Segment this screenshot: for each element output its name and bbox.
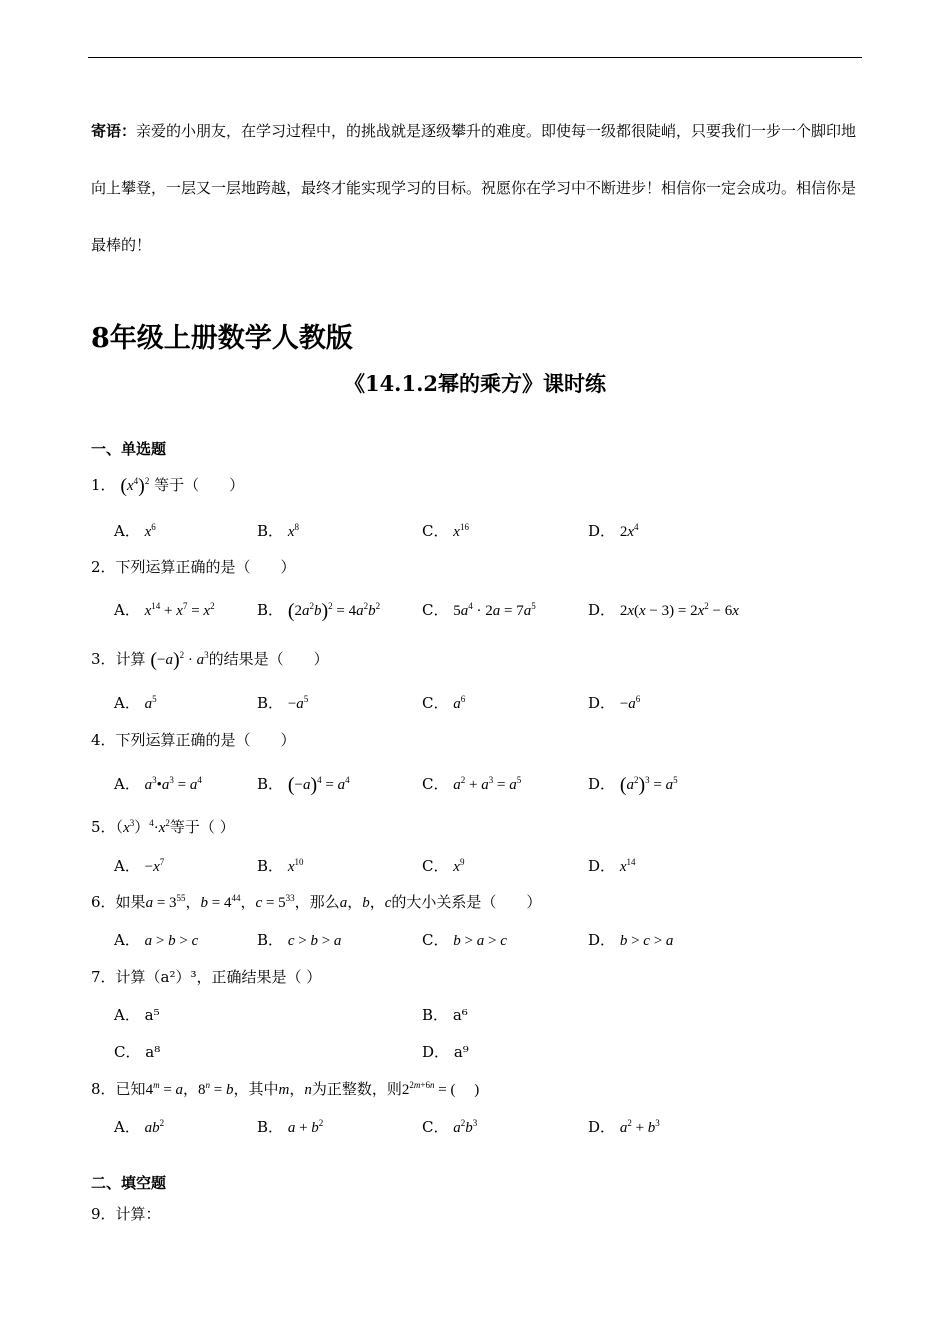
question-number: 3．	[91, 650, 116, 668]
question-number: 7．	[91, 968, 116, 986]
greeting-label: 寄语：	[91, 122, 137, 140]
option-b[interactable]: B． $(-a)^4 = a^4$	[257, 774, 350, 796]
question-number: 6．	[91, 893, 116, 911]
option-a[interactable]: A． $a^5$	[114, 694, 157, 712]
option-a[interactable]: A． $ab^2$	[114, 1118, 165, 1136]
option-b[interactable]: B． $a + b^2$	[257, 1118, 324, 1136]
question-1	[91, 474, 244, 498]
option-d[interactable]: D． $x^{14}$	[588, 857, 636, 875]
header-rule	[88, 57, 862, 58]
greeting-paragraph	[91, 103, 861, 274]
section-heading-single-choice: 一、单选题	[91, 440, 167, 458]
question-6: 6．如果$a = 3^{55}$，$b = 4^{44}$，$c = 5^{33}$，那么a，b，c的大小关系是（ ）	[91, 893, 542, 911]
question-number: 4．	[91, 731, 116, 749]
option-d[interactable]: D． $a^2 + b^3$	[588, 1118, 660, 1136]
question-8: 8．已知4$^m$ = a，8$^n$ = b，其中m，n为正整数，则$2^{2m+6n}$ = ( )	[91, 1080, 480, 1098]
option-c[interactable]: C． $a^6$	[422, 694, 466, 712]
option-c[interactable]: C． b > a > c	[422, 931, 507, 949]
question-text: 下列运算正确的是（ ）	[115, 731, 296, 749]
question-text-end: 的结果是（ ）	[208, 650, 329, 668]
question-number: 8．	[91, 1080, 116, 1098]
question-text: 计算（a²）³，正确结果是（ ）	[115, 968, 322, 986]
section-heading-fill-in: 二、填空题	[91, 1174, 167, 1192]
option-b[interactable]: B． $x^8$	[257, 522, 299, 540]
option-a[interactable]: A． $x^{14} + x^7 = x^2$	[114, 601, 215, 619]
option-b[interactable]: B． $(2a^2b)^2 = 4a^2b^2$	[257, 600, 381, 622]
option-d[interactable]: D． $2x^4$	[588, 522, 639, 540]
question-number: 1．	[91, 476, 116, 494]
option-a[interactable]: A． $a^3•a^3 = a^4$	[114, 775, 202, 793]
question-number: 2．	[91, 558, 116, 576]
option-a[interactable]: A． a > b > c	[114, 931, 199, 949]
question-9	[91, 1203, 161, 1224]
greeting-text: 亲爱的小朋友，在学习过程中，的挑战就是逐级攀升的难度。即使每一级都很陡峭，只要我们一步一个脚印地向上攀登，一层又一层地跨越，最终才能实现学习的目标。祝愿你在学习中不断进步！相信你一定会成功。相信你是最棒的！	[91, 122, 857, 254]
option-a[interactable]: A． $x^6$	[114, 522, 156, 540]
question-7	[91, 966, 321, 987]
question-text: 下列运算正确的是（ ）	[115, 558, 296, 576]
option-d[interactable]: D． a⁹	[422, 1043, 469, 1061]
question-text: 计算	[115, 650, 146, 668]
option-c[interactable]: C． $x^9$	[422, 857, 465, 875]
option-c[interactable]: C． $a^2 + a^3 = a^5$	[422, 775, 522, 793]
question-number: 5．	[91, 818, 116, 836]
option-d[interactable]: D． $(a^2)^3 = a^5$	[588, 774, 678, 796]
option-b[interactable]: B． c > b > a	[257, 931, 342, 949]
option-c[interactable]: C． $a^2b^3$	[422, 1118, 478, 1136]
document-subtitle: 《14.1.2幂的乘方》课时练	[343, 371, 607, 396]
option-c[interactable]: C． a⁸	[114, 1043, 161, 1061]
option-d[interactable]: D． b > c > a	[588, 931, 674, 949]
option-d[interactable]: D． $-a^6$	[588, 694, 641, 712]
option-c[interactable]: C． $x^{16}$	[422, 522, 469, 540]
option-a[interactable]: A． a⁵	[114, 1006, 160, 1024]
document-title: 8年级上册数学人教版	[91, 323, 353, 354]
option-d[interactable]: D． $2x(x - 3) = 2x^2 - 6x$	[588, 601, 739, 619]
question-number: 9．	[91, 1205, 116, 1223]
formula: $(-a)^2 \cdot a^3$	[150, 649, 209, 671]
formula: $(x^4)^2$	[120, 475, 150, 497]
formula: $(x^3)^4\cdot x^2$	[115, 818, 170, 836]
question-3	[91, 648, 329, 672]
question-2	[91, 556, 296, 577]
option-b[interactable]: B． a⁶	[422, 1006, 468, 1024]
option-a[interactable]: A． $-x^7$	[114, 857, 165, 875]
option-c[interactable]: C． $5a^4 \cdot 2a = 7a^5$	[422, 601, 536, 619]
question-4	[91, 729, 296, 750]
question-text: 等于（ ）	[169, 818, 235, 836]
option-b[interactable]: B． $x^{10}$	[257, 857, 304, 875]
question-5	[91, 816, 235, 837]
question-text: 计算：	[115, 1205, 161, 1223]
option-b[interactable]: B． $-a^5$	[257, 694, 309, 712]
question-text: 等于（ ）	[154, 476, 245, 494]
